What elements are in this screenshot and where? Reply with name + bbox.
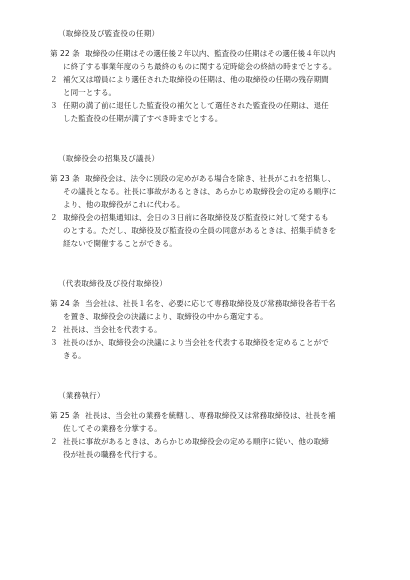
- article-continuation: [50, 185, 388, 211]
- article-line: 取締役会は、法令に別段の定めがある場合を除き、社長がこれを招集し、: [85, 174, 336, 183]
- article-25: [50, 409, 388, 422]
- section-business-execution: [50, 389, 388, 461]
- article-line: 社長は、当会社の業務を統轄し、専務取締役又は常務取締役は、社長を補: [85, 411, 336, 420]
- article-line: より、他の取締役がこれに代わる。: [63, 200, 185, 209]
- paragraph-number: ２: [50, 437, 58, 446]
- article-continuation: [50, 60, 388, 73]
- paragraph-3: [50, 99, 388, 125]
- paragraph-2: [50, 73, 388, 99]
- article-line: その議長となる。社長に事故があるときは、あらかじめ取締役会の定める順序に: [63, 187, 337, 196]
- paragraph-line: と同一とする。: [63, 88, 117, 97]
- paragraph-line: 経ないで開催することができる。: [63, 239, 177, 248]
- paragraph-line: きる。: [63, 351, 86, 360]
- paragraph-line: 社長は、当会社を代表する。: [63, 325, 162, 334]
- section-director-terms: [50, 27, 388, 125]
- section-heading: （取締役及び監査役の任期）: [58, 29, 160, 38]
- section-heading: （業務執行）: [58, 391, 105, 400]
- article-number: 第 22 条: [50, 49, 80, 58]
- paragraph-2: [50, 323, 388, 336]
- section-board-convocation: [50, 152, 388, 250]
- paragraph-3: [50, 336, 388, 362]
- paragraph-line: 取締役会の招集通知は、会日の３日前に各取締役及び監査役に対して発するも: [63, 213, 329, 222]
- article-22: [50, 47, 388, 60]
- paragraph-number: ３: [50, 338, 58, 347]
- article-number: 第 25 条: [50, 411, 80, 420]
- article-number: 第 23 条: [50, 174, 80, 183]
- section-representative-directors: [50, 277, 388, 362]
- article-line: を置き、取締役会の決議により、取締役の中から選定する。: [63, 312, 268, 321]
- section-heading: （代表取締役及び役付取締役）: [58, 279, 168, 288]
- paragraph-line: 任期の満了前に退任した監査役の補欠として選任された監査役の任期は、退任: [63, 101, 329, 110]
- paragraph-line: のとする。ただし、取締役及び監査役の全員の同意があるときは、招集手続きを: [63, 226, 337, 235]
- article-continuation: [50, 422, 388, 435]
- article-line: に終了する事業年度のうち最終のものに関する定時総会の終結の時までとする。: [63, 62, 337, 71]
- paragraph-line: 社長に事故があるときは、あらかじめ取締役会の定める順序に従い、他の取締: [63, 437, 329, 446]
- paragraph-number: ３: [50, 101, 58, 110]
- article-line: 当会社は、社長１名を、必要に応じて専務取締役及び常務取締役各若干名: [85, 299, 336, 308]
- article-24: [50, 297, 388, 310]
- paragraph-line: 社長のほか、取締役会の決議により当会社を代表する取締役を定めることがで: [63, 338, 329, 347]
- paragraph-2: [50, 211, 388, 250]
- article-continuation: [50, 310, 388, 323]
- article-number: 第 24 条: [50, 299, 80, 308]
- article-23: [50, 172, 388, 185]
- paragraph-number: ２: [50, 213, 58, 222]
- paragraph-line: した監査役の任期が満了すべき時までとする。: [63, 114, 223, 123]
- section-heading: （取締役会の招集及び議長）: [58, 154, 160, 163]
- paragraph-number: ２: [50, 75, 58, 84]
- paragraph-line: 役が社長の職務を代行する。: [63, 450, 162, 459]
- paragraph-2: [50, 435, 388, 461]
- paragraph-number: ２: [50, 325, 58, 334]
- article-line: 取締役の任期はその選任後２年以内、監査役の任期はその選任後４年以内: [85, 49, 336, 58]
- paragraph-line: 補欠又は増員により選任された取締役の任期は、他の取締役の任期の残存期間: [63, 75, 329, 84]
- article-line: 佐してその業務を分掌する。: [63, 424, 162, 433]
